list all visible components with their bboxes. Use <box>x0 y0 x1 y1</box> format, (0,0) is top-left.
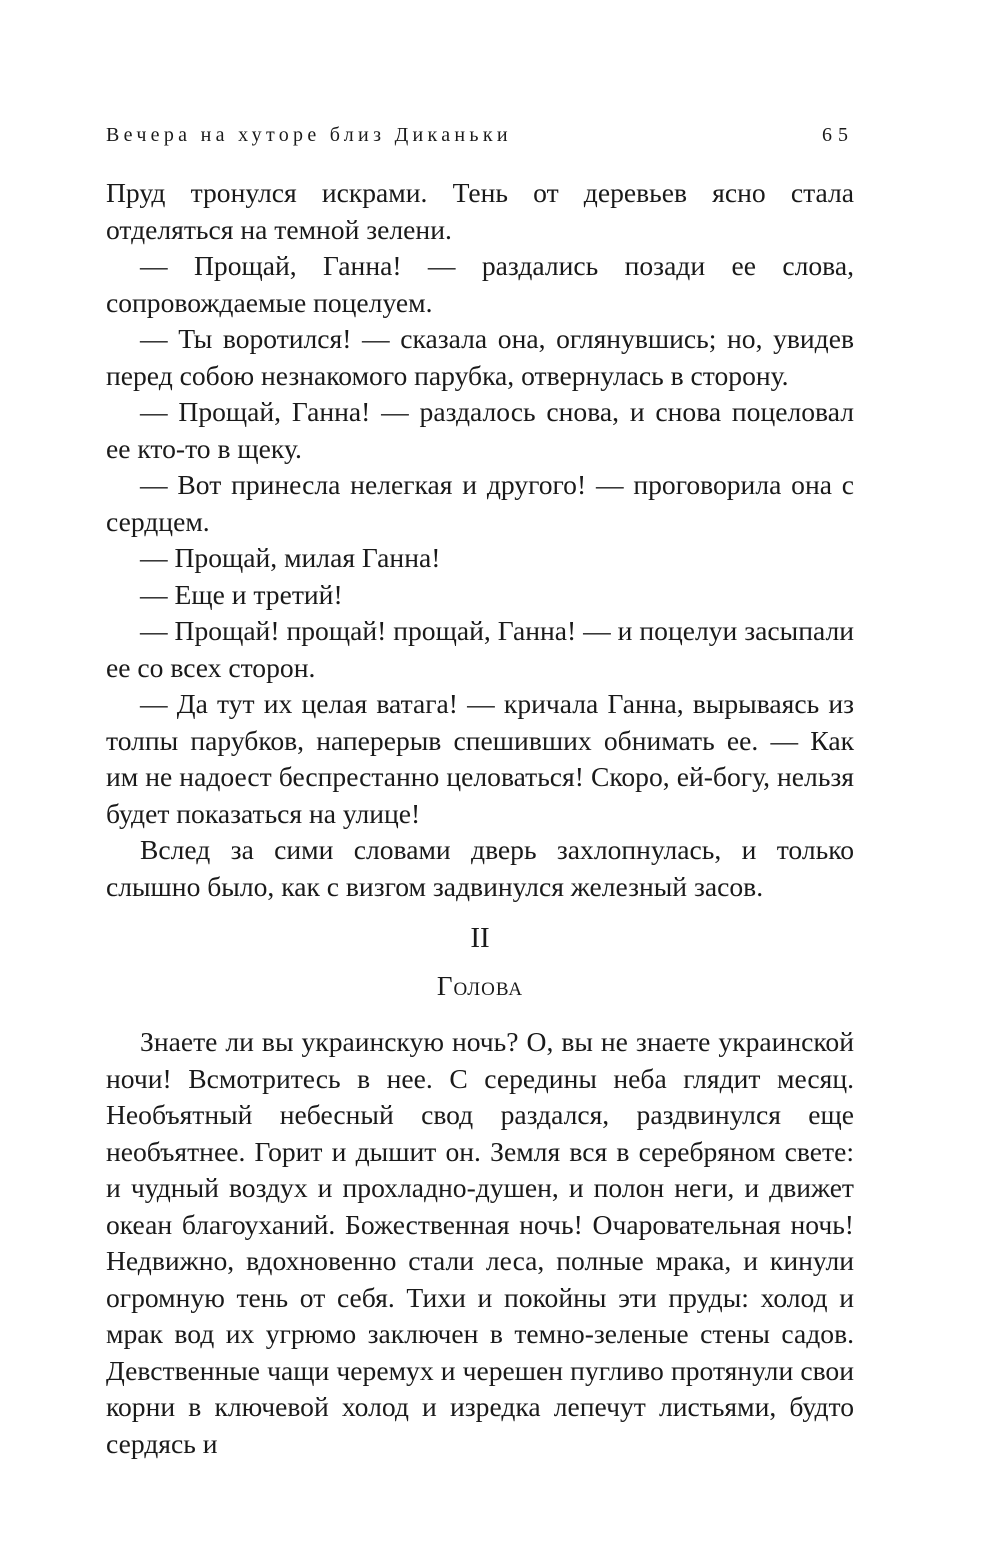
paragraph: — Вот принесла нелегкая и другого! — проговорила она с сердцем. <box>106 469 854 537</box>
paragraph: — Прощай! прощай! прощай, Ганна! — и поцелуи засыпали ее со всех сторон. <box>106 615 854 683</box>
paragraph: — Прощай, Ганна! — раздалось снова, и снова поцеловал ее кто-то в щеку. <box>106 396 854 464</box>
paragraph: — Прощай, Ганна! — раздались позади ее слова, сопровождаемые поцелуем. <box>106 250 854 318</box>
running-head <box>106 118 854 152</box>
page-number: 65 <box>822 124 854 146</box>
book-page <box>106 0 854 1552</box>
paragraph: — Ты воротился! — сказала она, оглянувшись; но, увидев перед собою незнакомого парубка, отвернулась в сторону. <box>106 323 854 391</box>
chapter-title: Голова <box>436 971 524 1001</box>
text-block-top <box>106 175 854 905</box>
paragraph: Пруд тронулся искрами. Тень от деревьев ясно стала отделяться на темной зелени. <box>106 177 854 245</box>
paragraph: Знаете ли вы украинскую ночь? О, вы не знаете украинской ночи! Всмотритесь в нее. С середины неба глядит месяц. Необъятный небесный свод раздался, раздвинулся еще необъятнее. Горит и дышит он. Земля вся в серебряном свете: и чудный воздух и прохладно-душен, и полон неги, и движет океан благоуханий. Божественная ночь! Очаровательная ночь! Недвижно, вдохновенно стали леса, полные мрака, и кинули огромную тень от себя. Тихи и покойны эти пруды: холод и мрак вод их угрюмо заключен в темно-зеленые стены садов. Девственные чащи черемух и черешен пугливо протянули свои корни в ключевой холод и изредка лепечут листьями, будто сердясь и <box>106 1026 854 1459</box>
chapter-number: II <box>470 922 490 954</box>
running-head-title: Вечера на хуторе близ Диканьки <box>106 124 512 146</box>
paragraph: — Еще и третий! <box>140 578 343 610</box>
paragraph: — Прощай, милая Ганна! <box>140 542 441 573</box>
paragraph: — Да тут их целая ватага! — кричала Ганна, вырываясь из толпы парубков, наперерыв спешивших обнимать ее. — Как им не надоест беспрестанно целоваться! Скоро, ей-богу, нельзя будет показаться на улице! <box>106 688 854 829</box>
text-block-bottom <box>106 1024 854 1462</box>
paragraph: Вслед за сими словами дверь захлопнулась, и только слышно было, как с визгом задвинулся железный засов. <box>106 834 854 902</box>
